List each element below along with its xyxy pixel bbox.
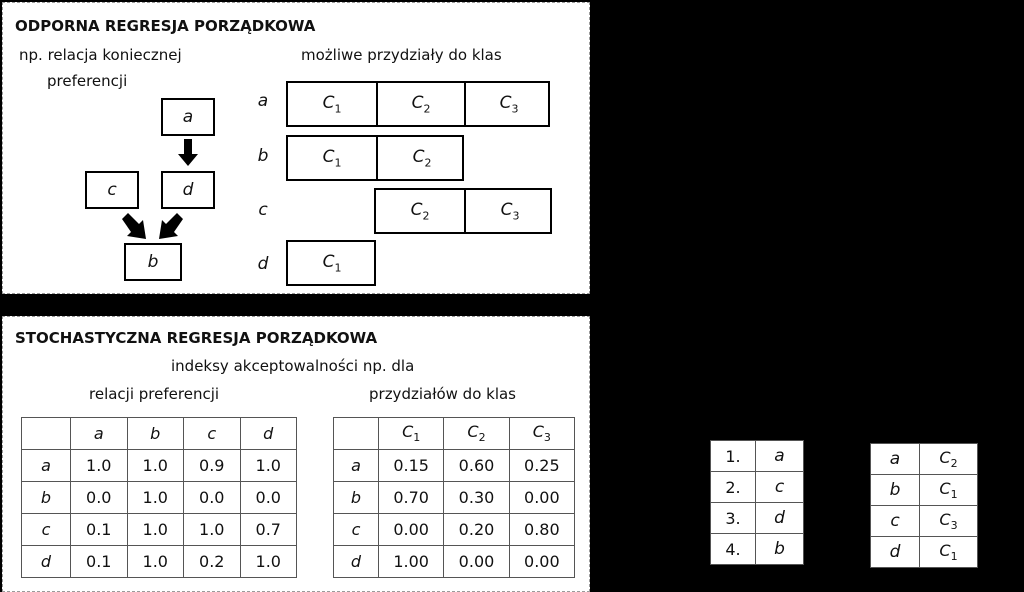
ranked-item-cell: d bbox=[756, 503, 804, 534]
table-row bbox=[711, 441, 804, 472]
class-c3: $C_3$ bbox=[464, 83, 552, 125]
arrow-c-to-b bbox=[122, 213, 146, 239]
table-cell: 0.7 bbox=[240, 514, 297, 546]
corner-cell bbox=[334, 418, 379, 450]
assignment-bar-c bbox=[374, 188, 552, 234]
rank-cell: 1. bbox=[711, 441, 756, 472]
class-c2: $C_2$ bbox=[376, 137, 466, 179]
class-c2: $C_2$ bbox=[410, 199, 430, 223]
table-row bbox=[334, 482, 575, 514]
row-label-d: d bbox=[257, 254, 269, 274]
table-row bbox=[334, 546, 575, 578]
ranked-item-cell: c bbox=[756, 472, 804, 503]
class-c1: $C_1$ bbox=[322, 251, 342, 275]
class-acceptability-table bbox=[333, 417, 575, 578]
rank-cell: 3. bbox=[711, 503, 756, 534]
class-c1: $C_1$ bbox=[322, 146, 342, 170]
table-cell: 0.00 bbox=[444, 546, 509, 578]
table-header-row bbox=[22, 418, 297, 450]
ranked-item-cell: a bbox=[756, 441, 804, 472]
table-cell: 0.80 bbox=[509, 514, 574, 546]
class-assignment-label: przydziałów do klas bbox=[369, 385, 516, 403]
class-c3: $C_3$ bbox=[464, 190, 554, 232]
table-row bbox=[871, 475, 978, 506]
class-cell: $C_2$ bbox=[920, 444, 978, 475]
graph-node-a: a bbox=[161, 98, 215, 136]
class-c2: $C_2$ bbox=[376, 83, 464, 125]
row-header: d bbox=[334, 546, 379, 578]
row-header: b bbox=[334, 482, 379, 514]
column-header: $C_1$ bbox=[379, 418, 444, 450]
stochastic-panel bbox=[2, 316, 590, 592]
row-header: d bbox=[22, 546, 71, 578]
alternative-cell: b bbox=[871, 475, 920, 506]
table-cell: 1.0 bbox=[127, 482, 184, 514]
table-cell: 0.0 bbox=[240, 482, 297, 514]
table-cell: 0.00 bbox=[509, 546, 574, 578]
row-label-c: c bbox=[258, 200, 268, 220]
preference-relation-label: relacji preferencji bbox=[89, 385, 220, 403]
stochastic-title: STOCHASTYCZNA REGRESJA PORZĄDKOWA bbox=[15, 329, 378, 347]
table-cell: 0.15 bbox=[379, 450, 444, 482]
table-row bbox=[334, 514, 575, 546]
table-cell: 1.0 bbox=[240, 546, 297, 578]
table-cell: 0.00 bbox=[379, 514, 444, 546]
table-cell: 0.1 bbox=[71, 514, 128, 546]
assignment-table bbox=[870, 443, 978, 568]
table-cell: 0.1 bbox=[71, 546, 128, 578]
table-header-row bbox=[334, 418, 575, 450]
assignment-bar-d bbox=[286, 240, 376, 286]
ranked-item-cell: b bbox=[756, 534, 804, 565]
table-cell: 0.0 bbox=[184, 482, 241, 514]
column-header: d bbox=[240, 418, 297, 450]
column-header: a bbox=[71, 418, 128, 450]
column-header: b bbox=[127, 418, 184, 450]
table-row bbox=[871, 537, 978, 568]
table-row bbox=[334, 450, 575, 482]
assignment-bar-a bbox=[286, 81, 550, 127]
column-header: $C_3$ bbox=[509, 418, 574, 450]
class-cell: $C_1$ bbox=[920, 475, 978, 506]
table-cell: 0.70 bbox=[379, 482, 444, 514]
class-cell: $C_3$ bbox=[920, 506, 978, 537]
table-cell: 1.0 bbox=[127, 450, 184, 482]
alternative-cell: c bbox=[871, 506, 920, 537]
class-cell: $C_1$ bbox=[920, 537, 978, 568]
robust-title: ODPORNA REGRESJA PORZĄDKOWA bbox=[15, 17, 316, 35]
graph-node-b: b bbox=[124, 243, 182, 281]
table-cell: 1.0 bbox=[71, 450, 128, 482]
arrow-d-to-b bbox=[159, 213, 183, 239]
arrow-a-to-d bbox=[178, 139, 198, 166]
ranking-table bbox=[710, 440, 804, 565]
table-row bbox=[711, 472, 804, 503]
possible-assignments-label: możliwe przydziały do klas bbox=[301, 46, 502, 64]
row-header: a bbox=[334, 450, 379, 482]
graph-node-d: d bbox=[161, 171, 215, 209]
table-cell: 0.0 bbox=[71, 482, 128, 514]
table-cell: 1.0 bbox=[240, 450, 297, 482]
table-cell: 0.9 bbox=[184, 450, 241, 482]
table-cell: 1.0 bbox=[127, 514, 184, 546]
acceptability-indices-label: indeksy akceptowalności np. dla bbox=[171, 357, 415, 375]
row-header: a bbox=[22, 450, 71, 482]
table-cell: 0.30 bbox=[444, 482, 509, 514]
preference-acceptability-table bbox=[21, 417, 297, 578]
alternative-cell: a bbox=[871, 444, 920, 475]
alternative-cell: d bbox=[871, 537, 920, 568]
row-label-a: a bbox=[257, 91, 269, 111]
column-header: c bbox=[184, 418, 241, 450]
rank-cell: 2. bbox=[711, 472, 756, 503]
table-cell: 0.20 bbox=[444, 514, 509, 546]
table-row bbox=[22, 546, 297, 578]
table-cell: 1.00 bbox=[379, 546, 444, 578]
assignment-bar-b bbox=[286, 135, 464, 181]
table-cell: 1.0 bbox=[184, 514, 241, 546]
table-cell: 0.60 bbox=[444, 450, 509, 482]
row-header: c bbox=[22, 514, 71, 546]
class-c1: $C_1$ bbox=[322, 92, 342, 116]
table-cell: 0.25 bbox=[509, 450, 574, 482]
table-cell: 0.00 bbox=[509, 482, 574, 514]
table-row bbox=[871, 506, 978, 537]
table-row bbox=[22, 482, 297, 514]
table-row bbox=[871, 444, 978, 475]
row-header: c bbox=[334, 514, 379, 546]
necessary-relation-label-1: np. relacja koniecznej bbox=[19, 46, 182, 64]
table-row bbox=[711, 534, 804, 565]
row-header: b bbox=[22, 482, 71, 514]
table-row bbox=[711, 503, 804, 534]
corner-cell bbox=[22, 418, 71, 450]
row-label-b: b bbox=[257, 146, 269, 166]
table-cell: 0.2 bbox=[184, 546, 241, 578]
rank-cell: 4. bbox=[711, 534, 756, 565]
graph-node-c: c bbox=[85, 171, 139, 209]
table-row bbox=[22, 450, 297, 482]
robust-panel bbox=[2, 2, 590, 294]
necessary-relation-label-2: preferencji bbox=[47, 72, 128, 90]
table-cell: 1.0 bbox=[127, 546, 184, 578]
table-row bbox=[22, 514, 297, 546]
column-header: $C_2$ bbox=[444, 418, 509, 450]
